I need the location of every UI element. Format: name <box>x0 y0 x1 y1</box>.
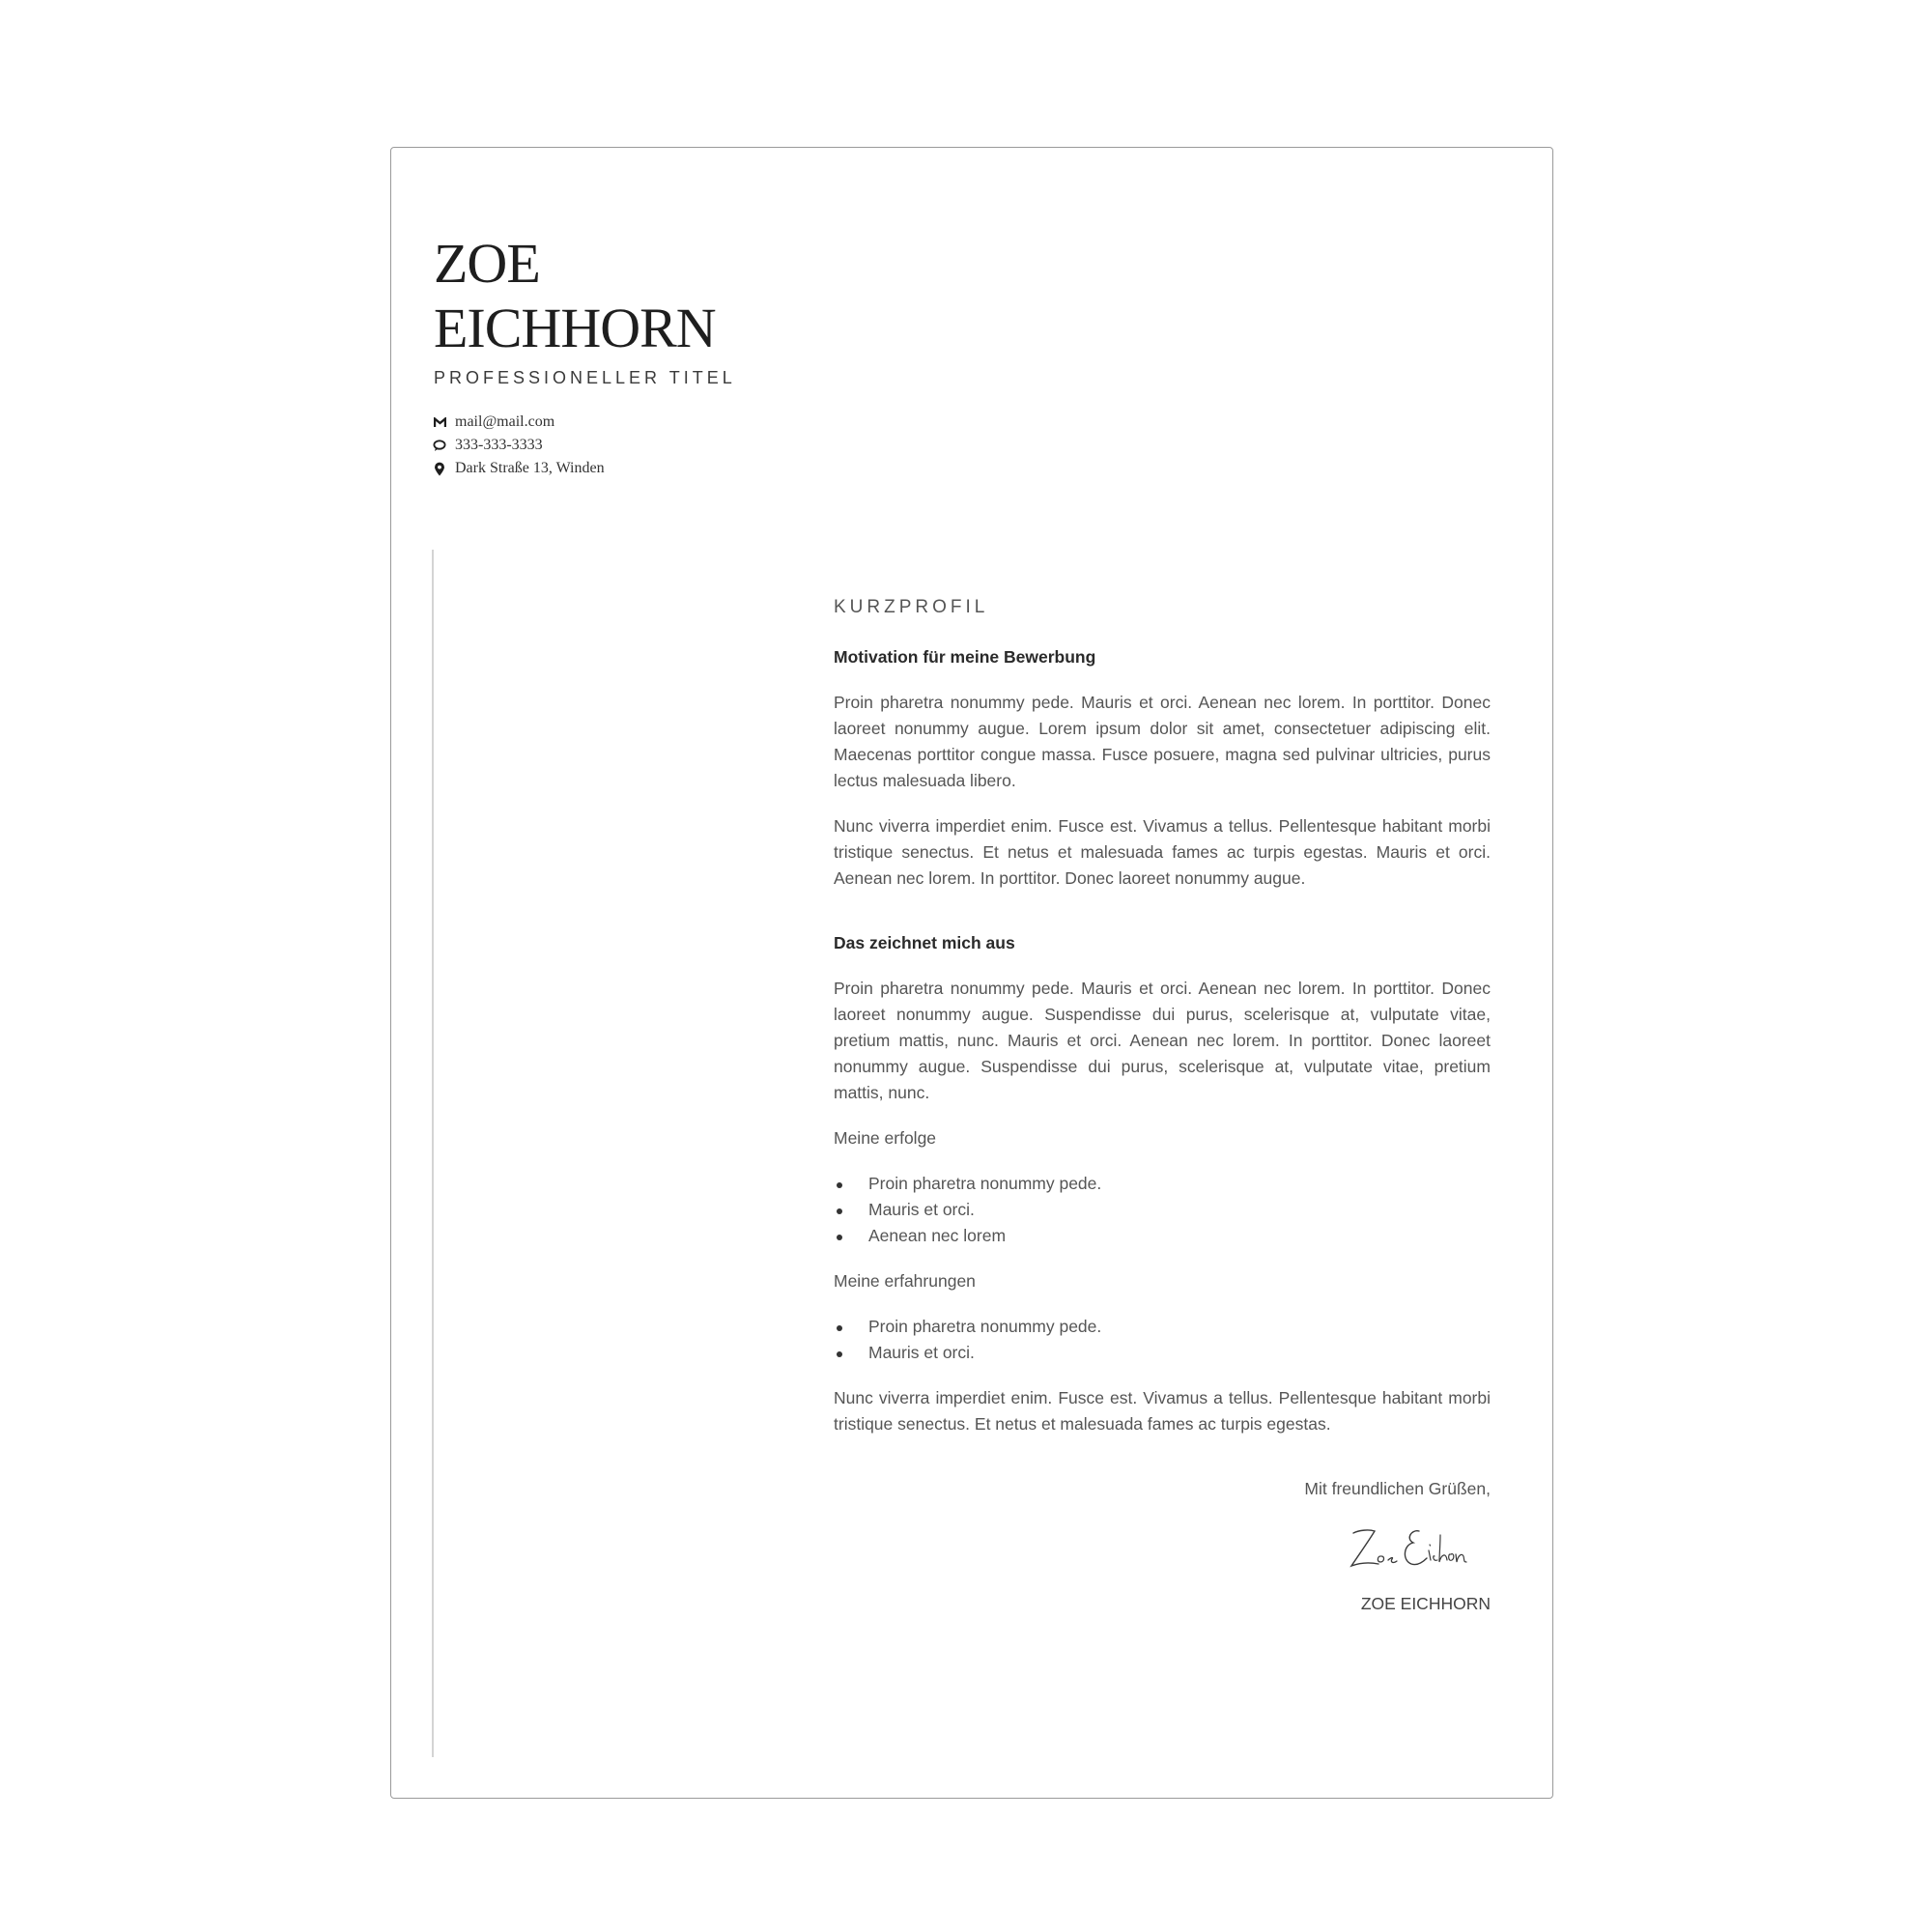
letter-page <box>390 147 1553 1799</box>
distinction-paragraph: Proin pharetra nonummy pede. Mauris et orci. Aenean nec lorem. In porttitor. Donec laoreet nonummy augue. Suspendisse dui purus, scelerisque at, vulputate vitae, pretium mattis, nunc. Mauris et orci. Aenean nec lorem. In porttitor. Donec laoreet nonummy augue. Suspendisse dui purus, scelerisque at, vulputate vitae, pretium mattis, nunc. <box>834 979 1491 1102</box>
applicant-name <box>434 231 716 360</box>
motivation-paragraph-2: Nunc viverra imperdiet enim. Fusce est. Vivamus a tellus. Pellentesque habitant morbi tristique senectus. Et netus et malesuada fames ac turpis egestas. Mauris et orci. Aenean nec lorem. In porttitor. Donec laoreet nonummy augue. <box>834 816 1491 888</box>
experiences-label: Meine erfahrungen <box>834 1271 976 1291</box>
letter-content <box>834 594 1491 1617</box>
section-title: KURZPROFIL <box>834 597 989 617</box>
contact-address-text: Dark Straße 13, Winden <box>455 460 605 476</box>
vertical-divider <box>432 550 434 1757</box>
list-item: Proin pharetra nonummy pede. <box>834 1314 1491 1340</box>
motivation-heading: Motivation für meine Bewerbung <box>834 647 1096 667</box>
signed-name: ZOE EICHHORN <box>1360 1594 1491 1613</box>
successes-label: Meine erfolge <box>834 1128 937 1148</box>
contact-phone-text: 333-333-3333 <box>455 437 543 453</box>
distinction-heading: Das zeichnet mich aus <box>834 933 1015 952</box>
contact-email <box>432 411 605 434</box>
contact-phone <box>432 434 605 457</box>
successes-list <box>834 1171 1491 1249</box>
location-pin-icon <box>432 461 447 476</box>
list-item: Mauris et orci. <box>834 1340 1491 1366</box>
closing-paragraph: Nunc viverra imperdiet enim. Fusce est. Vivamus a tellus. Pellentesque habitant morbi tristique senectus. Et netus et malesuada fames ac turpis egestas. <box>834 1388 1491 1434</box>
contact-address <box>432 457 605 480</box>
experiences-list <box>834 1314 1491 1366</box>
list-item: Mauris et orci. <box>834 1197 1491 1223</box>
mail-icon <box>432 414 447 430</box>
contact-email-text: mail@mail.com <box>455 413 555 430</box>
section-gap <box>834 911 1491 930</box>
contact-list <box>432 411 605 480</box>
list-item: Aenean nec lorem <box>834 1223 1491 1249</box>
phone-icon <box>432 438 447 453</box>
name-line-last: EICHHORN <box>434 297 716 359</box>
list-item: Proin pharetra nonummy pede. <box>834 1171 1491 1197</box>
closing-salutation: Mit freundlichen Grüßen, <box>1304 1479 1491 1498</box>
handwritten-signature <box>834 1520 1491 1577</box>
motivation-paragraph-1: Proin pharetra nonummy pede. Mauris et orci. Aenean nec lorem. In porttitor. Donec laoreet nonummy augue. Lorem ipsum dolor sit amet, consectetuer adipiscing elit. Maecenas porttitor congue massa. Fusce posuere, magna sed pulvinar ultricies, purus lectus malesuada libero. <box>834 693 1491 790</box>
name-line-first: ZOE <box>434 232 540 295</box>
professional-title: PROFESSIONELLER TITEL <box>434 368 736 387</box>
